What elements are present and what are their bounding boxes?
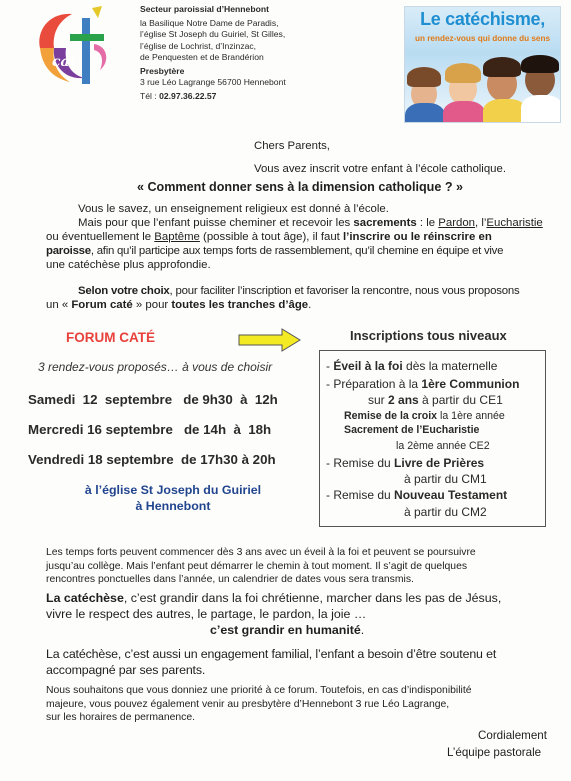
text: . [360, 623, 365, 637]
level-item [344, 410, 505, 422]
text: ou éventuellement le [46, 231, 155, 243]
forum-place [60, 482, 286, 514]
underlined-term: Eucharistie [486, 217, 543, 229]
emphasis: 2 ans [388, 393, 419, 407]
paragraph-line: Nous souhaitons que vous donniez une priorité à ce forum. Toutefois, en cas d’indisponibilité [46, 685, 472, 696]
emphasis: sacrements [353, 217, 417, 229]
paragraph-line [78, 216, 543, 231]
parish-title: Secteur paroissial d’Hennebont [140, 4, 269, 14]
text: - Remise du [326, 488, 395, 502]
church-line: l’église de Lochrist, d’Inzinzac, [140, 40, 257, 51]
paragraph-line [78, 284, 519, 299]
greeting: Chers Parents, [254, 140, 330, 152]
text: . [308, 299, 312, 311]
place-line: à Hennebont [135, 499, 211, 513]
emphasis: Sacrement de l’Eucharistie [344, 424, 480, 436]
paragraph [46, 684, 472, 725]
emphasis: La catéchèse [46, 591, 124, 605]
text: , l’ [475, 217, 487, 229]
paragraph-line [46, 622, 501, 638]
paragraph-line: accompagné par ses parents. [46, 663, 206, 677]
church-line: l’église St Joseph du Guiriel, St Gilles, [140, 29, 286, 40]
paragraph-line [46, 244, 503, 259]
paragraph [46, 590, 501, 638]
text: , afin qu’il participe aux temps forts de rassemblement, qu’il chemine en équipe et vive [90, 245, 504, 257]
emphasis: l’inscrire ou le réinscrire en [343, 231, 492, 243]
text: (possible à tout âge), il faut [199, 231, 343, 243]
level-item: à partir du CM1 [404, 472, 487, 486]
paragraph-line: sur les horaires de permanence. [46, 712, 196, 724]
paragraph-line: une catéchèse plus approfondie. [46, 259, 211, 271]
church-line: la Basilique Notre Dame de Paradis, [140, 18, 279, 29]
intro-line: Vous avez inscrit votre enfant à l’école catholique. [254, 163, 507, 175]
svg-text:cat: cat [52, 54, 77, 70]
text: Mais pour que l’enfant puisse cheminer et recevoir les [78, 217, 354, 229]
main-question: « Comment donner sens à la dimension catholique ? » [136, 180, 464, 194]
banner-title: Le catéchisme, [420, 9, 545, 29]
text: sur [368, 393, 389, 407]
catechism-banner [404, 6, 561, 123]
signature-line: L’équipe pastorale [447, 746, 542, 759]
presbytery-address: 3 rue Léo Lagrange 56700 Hennebont [140, 77, 286, 88]
emphasis: Selon votre choix [78, 285, 170, 297]
forum-title: FORUM CATÉ [66, 330, 155, 345]
level-item: la 2ème année CE2 [396, 440, 490, 452]
paragraph-line: Vous le savez, un enseignement religieux est donné à l’école. [78, 203, 389, 215]
paragraph [46, 646, 496, 678]
parish-header [140, 4, 286, 103]
underlined-term: Pardon [438, 217, 476, 229]
emphasis: paroisse [46, 245, 91, 257]
banner-subtitle: un rendez-vous qui donne du sens [414, 34, 551, 43]
phone-label: Tél : [140, 91, 157, 102]
level-item [344, 424, 479, 436]
paragraph [46, 546, 476, 587]
text: la 1ère année [437, 410, 505, 422]
phone-number: 02.97.36.22.57 [159, 91, 217, 102]
text: : le [416, 217, 439, 229]
emphasis: Livre de Prières [394, 456, 485, 470]
emphasis: Éveil à la foi [333, 359, 403, 373]
text: un « [46, 299, 72, 311]
phone [140, 91, 286, 102]
place-line: à l’église St Joseph du Guiriel [84, 483, 262, 497]
paragraph-line: Les temps forts peuvent commencer dès 3 ans avec un éveil à la foi et peuvent se poursuivre [46, 547, 476, 558]
text: à partir du CE1 [418, 393, 503, 407]
level-item [326, 456, 484, 470]
emphasis: Remise de la croix [344, 410, 438, 422]
right-arrow-icon [238, 328, 302, 352]
emphasis: Forum caté [71, 299, 133, 311]
emphasis: 1ère Communion [421, 377, 520, 391]
text: - Préparation à la [326, 377, 422, 391]
level-item [326, 488, 507, 502]
rdv-line: 3 rendez-vous proposés… à vous de choisir [38, 360, 273, 374]
level-item [326, 359, 497, 373]
date-line: Mercredi 16 septembre de 14h à 18h [28, 422, 272, 437]
text: dès la maternelle [402, 359, 498, 373]
level-item: à partir du CM2 [404, 505, 487, 519]
paragraph-line: jusqu’au collège. Mais l’enfant peut démarrer le chemin à tout moment. Il s’agit de quelques [46, 560, 468, 572]
signature-line: Cordialement [478, 729, 547, 742]
paragraph-line [46, 298, 311, 313]
emphasis: c’est grandir en humanité [210, 623, 361, 637]
date-line: Samedi 12 septembre de 9h30 à 12h [28, 392, 278, 407]
levels-box [319, 350, 546, 527]
paragraph-line: rencontres ponctuelles dans l’année, un calendrier de dates vous sera transmis. [46, 574, 414, 586]
text: - Remise du [326, 456, 395, 470]
cate-logo [30, 4, 114, 88]
church-line: de Penquesten et de Brandérion [140, 51, 264, 62]
level-item [326, 377, 519, 391]
paragraph-line [46, 230, 492, 245]
emphasis: toutes les tranches d’âge [171, 299, 309, 311]
paragraph-line: majeure, vous pouvez également venir au presbytère d’Hennebont 3 rue Léo Lagrange, [46, 698, 450, 710]
paragraph-line [46, 590, 501, 606]
underlined-term: Baptême [154, 231, 200, 243]
level-item [368, 393, 503, 407]
date-line: Vendredi 18 septembre de 17h30 à 20h [28, 452, 276, 467]
emphasis: Nouveau Testament [394, 488, 508, 502]
text: , pour faciliter l’inscription et favoriser la rencontre, nous vous proposons [169, 285, 520, 297]
presbytery-title: Presbytère [140, 66, 185, 77]
text: , c’est grandir dans la foi chrétienne, marcher dans les pas de Jésus, [123, 591, 502, 605]
text: » pour [132, 299, 172, 311]
inscriptions-title: Inscriptions tous niveaux [350, 328, 507, 343]
paragraph-line: vivre le respect des autres, le partage, le pardon, la joie … [46, 607, 367, 621]
paragraph-line: La catéchèse, c’est aussi un engagement familial, l’enfant a besoin d’être soutenu et [46, 647, 497, 661]
text: - [326, 359, 334, 373]
